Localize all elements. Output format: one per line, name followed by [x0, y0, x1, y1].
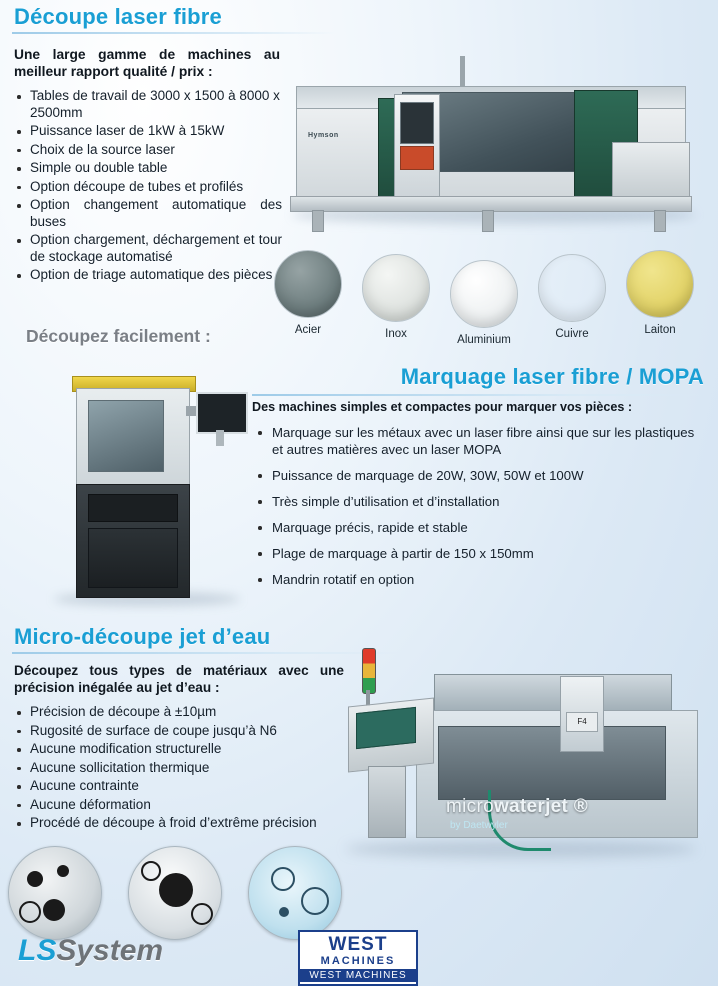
material-swatch-acier [274, 250, 342, 318]
machine-control-panel [400, 146, 434, 170]
sample-photo-1 [8, 846, 102, 940]
materials-row [272, 250, 708, 350]
bullet-list-laser-marking [252, 424, 704, 597]
logo-rest: System [56, 934, 164, 967]
intro-waterjet: Découpez tous types de matériaux avec une précision inégalée au jet d’eau : [14, 663, 344, 695]
material-swatch-cuivre [538, 254, 606, 322]
section-title-laser-marking: Marquage laser fibre / MOPA [400, 364, 704, 389]
company-logo [18, 934, 163, 968]
west-logo-line1: WEST [328, 934, 388, 955]
machine-door [88, 528, 178, 588]
material-label: Cuivre [555, 328, 589, 340]
list-item: Aucune déformation [14, 797, 360, 814]
section-title-laser-cutting: Découpe laser fibre [14, 4, 222, 29]
list-item: Choix de la source laser [14, 142, 282, 159]
waterjet-brand-sub: by Daetwyler [450, 820, 508, 831]
list-item: Aucune contrainte [14, 778, 360, 795]
machine-screen [400, 102, 434, 144]
material-item [624, 250, 696, 336]
list-item: Puissance de marquage de 20W, 30W, 50W et 100W [252, 467, 704, 484]
list-item: Simple ou double table [14, 160, 282, 177]
sample-photo-2 [128, 846, 222, 940]
material-item [448, 260, 520, 346]
machine-window [88, 400, 164, 472]
divider-laser-marking [252, 394, 708, 396]
sample-detail [191, 903, 213, 925]
sample-detail [141, 861, 161, 881]
signal-tower-light [362, 648, 376, 694]
list-item: Marquage précis, rapide et stable [252, 519, 704, 536]
sample-detail [271, 867, 295, 891]
brand-bold-part: waterjet ® [493, 796, 589, 817]
list-item: Plage de marquage à partir de 150 x 150mm [252, 545, 704, 562]
machine-side-box [612, 142, 690, 202]
console-stand [368, 766, 406, 838]
west-machines-logo [298, 930, 418, 986]
machine-leg [654, 210, 666, 232]
sample-detail [159, 873, 193, 907]
sample-detail [57, 865, 69, 877]
waterjet-brand-name [446, 796, 588, 818]
control-screen [356, 707, 416, 749]
bullet-list-waterjet [14, 704, 360, 834]
material-swatch-inox [362, 254, 430, 322]
material-label: Acier [294, 324, 322, 336]
intro-laser-cutting: Une large gamme de machines au meilleur rapport qualité / prix : [14, 47, 280, 79]
list-item: Aucune sollicitation thermique [14, 760, 360, 777]
machine-gantry [434, 674, 672, 714]
divider-laser-cutting [12, 32, 336, 34]
list-item: Mandrin rotatif en option [252, 571, 704, 588]
monitor [196, 392, 248, 434]
list-item: Aucune modification structurelle [14, 741, 360, 758]
sample-detail [27, 871, 43, 887]
section-title-waterjet: Micro-découpe jet d’eau [14, 624, 271, 649]
sample-parts-photos [8, 846, 358, 942]
intro-laser-marking: Des machines simples et compactes pour marquer vos pièces : [252, 400, 633, 414]
laser-cutting-machine-photo [282, 46, 706, 240]
material-swatch-aluminium [450, 260, 518, 328]
west-logo-line3: WEST MACHINES [300, 969, 416, 982]
cutting-head-label: F4 [566, 712, 598, 732]
list-item: Option de triage automatique des pièces [14, 267, 282, 284]
bullet-list-laser-cutting [14, 88, 282, 286]
list-item: Puissance laser de 1kW à 15kW [14, 123, 282, 140]
material-item [536, 254, 608, 340]
subtitle-cut-easily: Découpez facilement : [26, 326, 211, 346]
list-item: Option chargement, déchargement et tour de stockage automatisé [14, 232, 282, 265]
list-item: Option changement automatique des buses [14, 197, 282, 230]
sample-detail [19, 901, 41, 923]
machine-control-panel [88, 494, 178, 522]
machine-leg [312, 210, 324, 232]
waterjet-machine-photo [338, 640, 710, 870]
list-item: Tables de travail de 3000 x 1500 à 8000 x 2500mm [14, 88, 282, 121]
sample-detail [279, 907, 289, 917]
material-swatch-laiton [626, 250, 694, 318]
material-label: Laiton [644, 324, 676, 336]
list-item: Rugosité de surface de coupe jusqu’à N6 [14, 723, 360, 740]
machine-brand-label: Hymson [308, 132, 339, 139]
sample-detail [43, 899, 65, 921]
machine-tank [438, 726, 666, 800]
list-item: Précision de découpe à ±10µm [14, 704, 360, 721]
laser-marking-machine-photo [36, 366, 258, 616]
west-logo-line2: MACHINES [320, 955, 396, 967]
material-label: Inox [385, 328, 407, 340]
list-item: Marquage sur les métaux avec un laser fibre ainsi que sur les plastiques et autres matières avec un laser MOPA [252, 424, 704, 458]
list-item: Très simple d’utilisation et d’installation [252, 493, 704, 510]
material-item [272, 250, 344, 336]
monitor-stand [216, 430, 224, 446]
logo-accent: LS [18, 934, 57, 967]
brand-light-part: micro [446, 796, 494, 817]
sample-photo-3 [248, 846, 342, 940]
list-item: Option découpe de tubes et profilés [14, 179, 282, 196]
list-item: Procédé de découpe à froid d’extrême précision [14, 815, 360, 832]
machine-post [460, 56, 465, 88]
machine-leg [482, 210, 494, 232]
material-label: Aluminium [457, 334, 511, 346]
sample-detail [301, 887, 329, 915]
material-item [360, 254, 432, 340]
